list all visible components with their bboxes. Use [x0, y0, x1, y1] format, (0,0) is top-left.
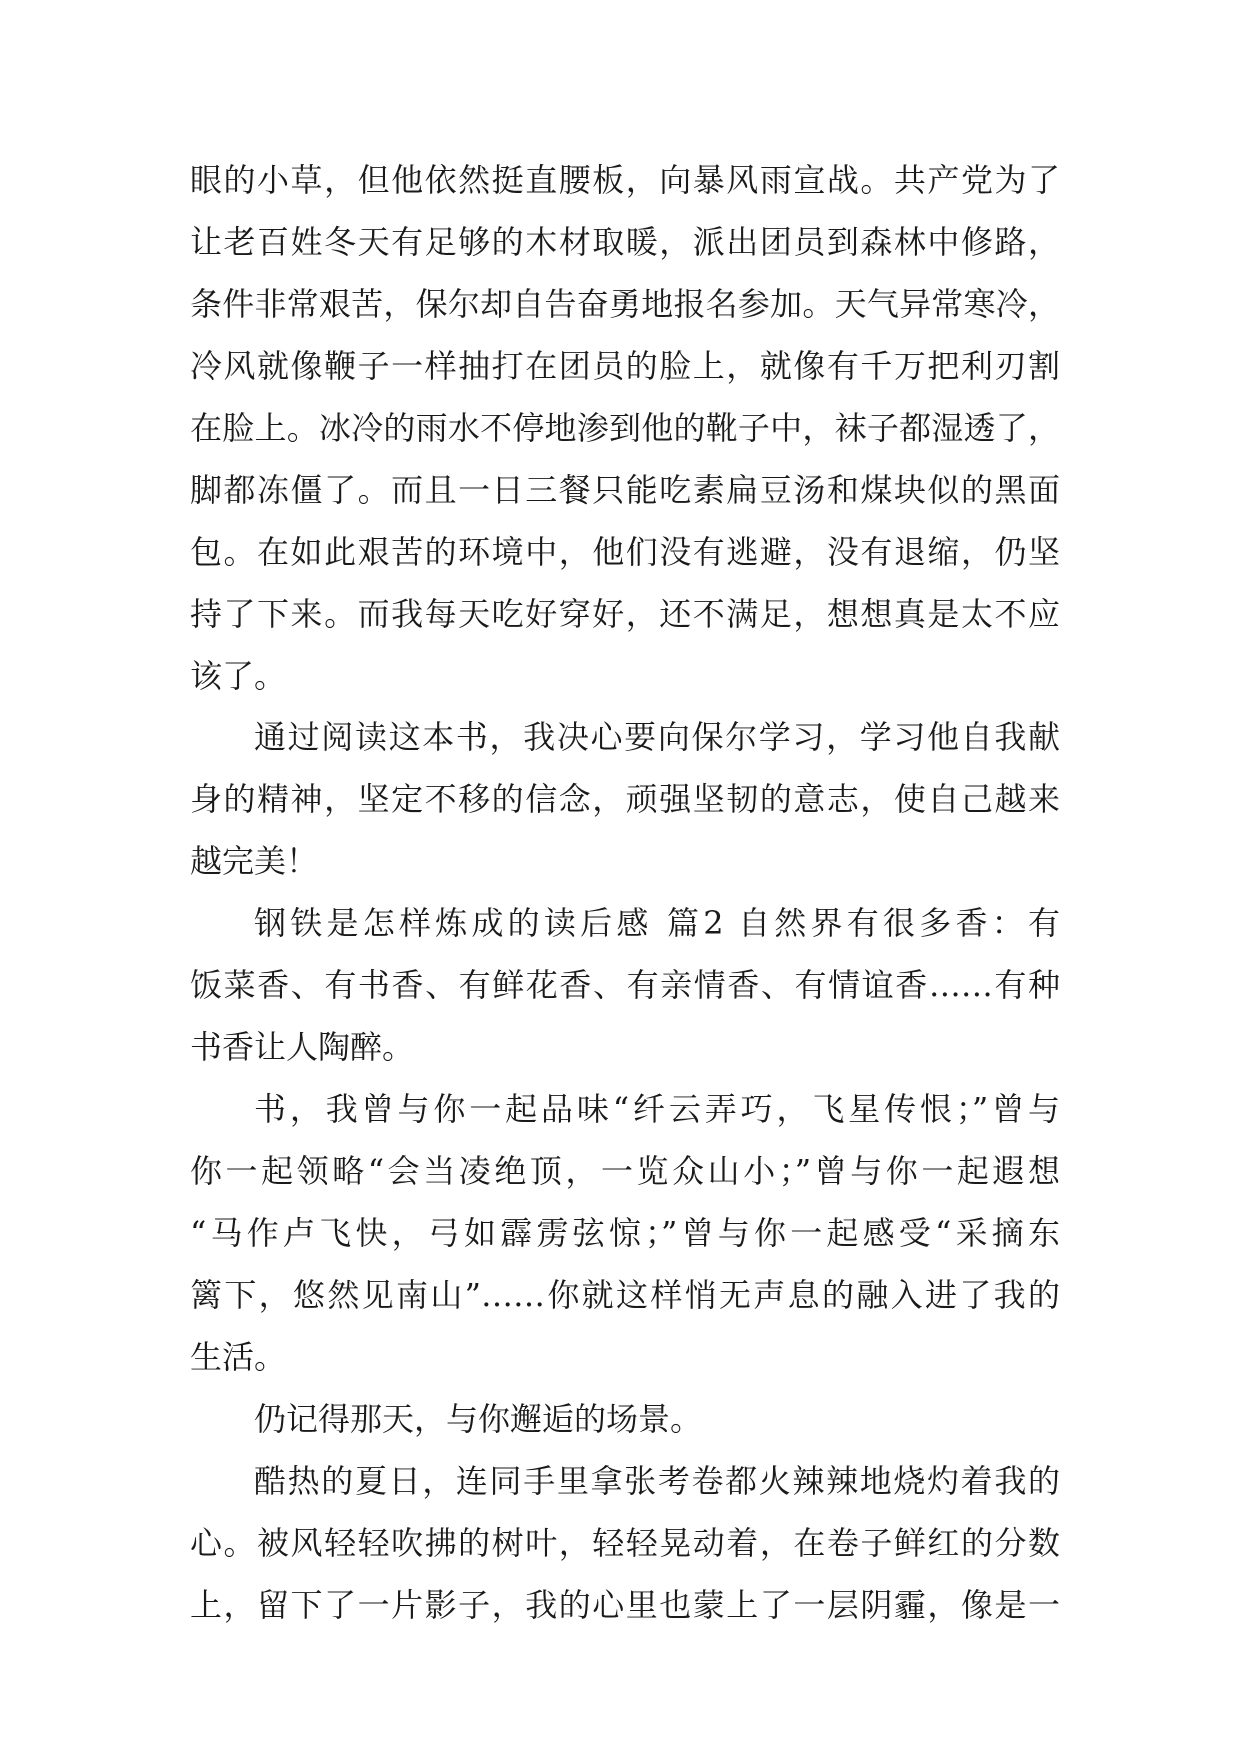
text-line: 眼的小草，但他依然挺直腰板，向暴风雨宣战。共产党为了 [190, 161, 1060, 199]
text-line: 让老百姓冬天有足够的木材取暖，派出团员到森林中修路， [190, 223, 1060, 261]
section-heading-line: 钢铁是怎样炼成的读后感 篇2 自然界有很多香：有 [254, 904, 1060, 942]
text-line: 篱下，悠然见南山”……你就这样悄无声息的融入进了我的 [190, 1276, 1060, 1314]
text-line: 脚都冻僵了。而且一日三餐只能吃素扁豆汤和煤块似的黑面 [190, 471, 1060, 509]
text-line: 该了。 [190, 657, 287, 695]
paragraph-first-line: 仍记得那天，与你邂逅的场景。 [254, 1400, 703, 1438]
text-line: 身的精神，坚定不移的信念，顽强坚韧的意志，使自己越来 [190, 780, 1060, 818]
paragraph-first-line: 通过阅读这本书，我决心要向保尔学习，学习他自我献 [254, 718, 1060, 756]
text-line: 上，留下了一片影子，我的心里也蒙上了一层阴霾，像是一 [190, 1586, 1060, 1624]
text-line: 条件非常艰苦，保尔却自告奋勇地报名参加。天气异常寒冷， [190, 285, 1060, 323]
text-line: 你一起领略“会当凌绝顶，一览众山小；”曾与你一起遐想 [190, 1152, 1060, 1190]
text-line: 饭菜香、有书香、有鲜花香、有亲情香、有情谊香……有种 [190, 966, 1060, 1004]
text-line: 书香让人陶醉。 [190, 1028, 415, 1066]
text-line: 包。在如此艰苦的环境中，他们没有逃避，没有退缩，仍坚 [190, 533, 1060, 571]
text-line: 持了下来。而我每天吃好穿好，还不满足，想想真是太不应 [190, 595, 1060, 633]
text-line: 生活。 [190, 1338, 287, 1376]
text-line: 在脸上。冰冷的雨水不停地渗到他的靴子中，袜子都湿透了， [190, 409, 1060, 447]
text-line: 心。被风轻轻吹拂的树叶，轻轻晃动着，在卷子鲜红的分数 [190, 1524, 1060, 1562]
paragraph-first-line: 酷热的夏日，连同手里拿张考卷都火辣辣地烧灼着我的 [254, 1462, 1060, 1500]
text-line: 冷风就像鞭子一样抽打在团员的脸上，就像有千万把利刃割 [190, 347, 1060, 385]
paragraph-first-line: 书，我曾与你一起品味“纤云弄巧，飞星传恨；”曾与 [254, 1090, 1060, 1128]
text-line: “马作卢飞快，弓如霹雳弦惊；”曾与你一起感受“采摘东 [190, 1214, 1060, 1252]
text-line: 越完美！ [190, 842, 319, 880]
